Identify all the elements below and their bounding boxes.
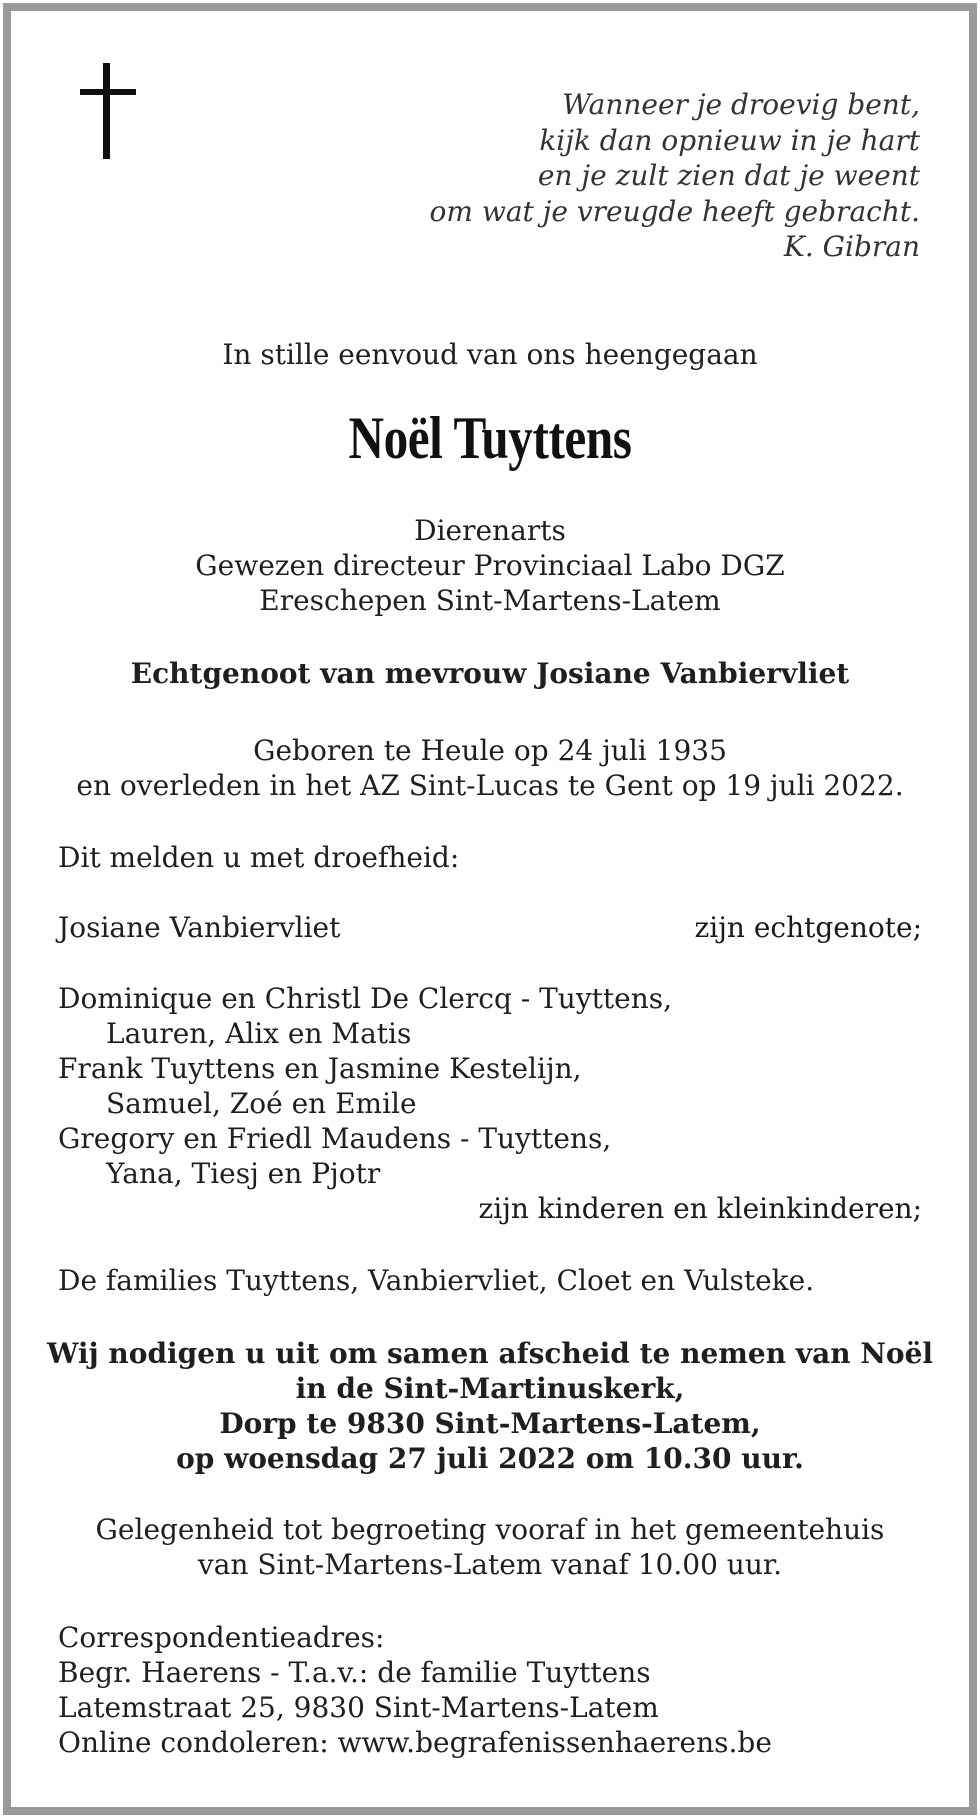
children-relation: zijn kinderen en kleinkinderen;	[478, 1192, 922, 1225]
grandchildren: Samuel, Zoé en Emile	[106, 1087, 417, 1120]
invitation-line: in de Sint-Martinuskerk,	[295, 1372, 685, 1405]
spouse-relation: zijn echtgenote;	[694, 911, 922, 944]
birth-line: Geboren te Heule op 24 juli 1935	[253, 734, 727, 767]
correspondence-line: Latemstraat 25, 9830 Sint-Martens-Latem	[58, 1691, 659, 1724]
correspondence-line: Correspondentieadres:	[58, 1621, 385, 1654]
quote-line: om wat je vreugde heeft gebracht.	[429, 194, 920, 228]
quote-line: Wanneer je droevig bent,	[562, 88, 920, 121]
title-line: Dierenarts	[414, 514, 566, 547]
child-parents: Gregory en Friedl Maudens - Tuyttens,	[58, 1122, 612, 1155]
greeting-line: van Sint-Martens-Latem vanaf 10.00 uur.	[197, 1548, 783, 1581]
title-line: Gewezen directeur Provinciaal Labo DGZ	[195, 549, 785, 582]
invitation-line: Wij nodigen u uit om samen afscheid te nemen van Noël	[46, 1337, 934, 1370]
correspondence-line: Begr. Haerens - T.a.v.: de familie Tuyttens	[58, 1656, 651, 1689]
announce-line: Dit melden u met droefheid:	[58, 841, 460, 874]
grandchildren: Lauren, Alix en Matis	[106, 1017, 412, 1050]
quote-author: K. Gibran	[783, 230, 920, 263]
deceased-name: Noël Tuyttens	[348, 405, 632, 471]
grandchildren: Yana, Tiesj en Pjotr	[106, 1157, 381, 1190]
title-line: Ereschepen Sint-Martens-Latem	[259, 584, 721, 617]
spouse-name: Josiane Vanbiervliet	[58, 911, 341, 944]
quote-line: kijk dan opnieuw in je hart	[539, 123, 920, 157]
child-parents: Frank Tuyttens en Jasmine Kestelijn,	[58, 1052, 582, 1085]
cross-icon	[80, 63, 136, 159]
quote-line: en je zult zien dat je weent	[537, 159, 920, 192]
correspondence-website: Online condoleren: www.begrafenissenhaerens.be	[58, 1726, 772, 1759]
invitation-line: op woensdag 27 juli 2022 om 10.30 uur.	[176, 1442, 804, 1475]
child-parents: Dominique en Christl De Clercq - Tuyttens,	[58, 982, 673, 1015]
greeting-line: Gelegenheid tot begroeting vooraf in het gemeentehuis	[95, 1513, 885, 1546]
quote-block	[430, 87, 920, 265]
families-line: De families Tuyttens, Vanbiervliet, Cloet en Vulsteke.	[58, 1264, 815, 1297]
spouse-heading: Echtgenoot van mevrouw Josiane Vanbiervliet	[130, 657, 850, 690]
invitation-line: Dorp te 9830 Sint-Martens-Latem,	[219, 1407, 761, 1440]
intro-text: In stille eenvoud van ons heengegaan	[222, 338, 758, 371]
death-line: en overleden in het AZ Sint-Lucas te Gent op 19 juli 2022.	[76, 769, 904, 802]
